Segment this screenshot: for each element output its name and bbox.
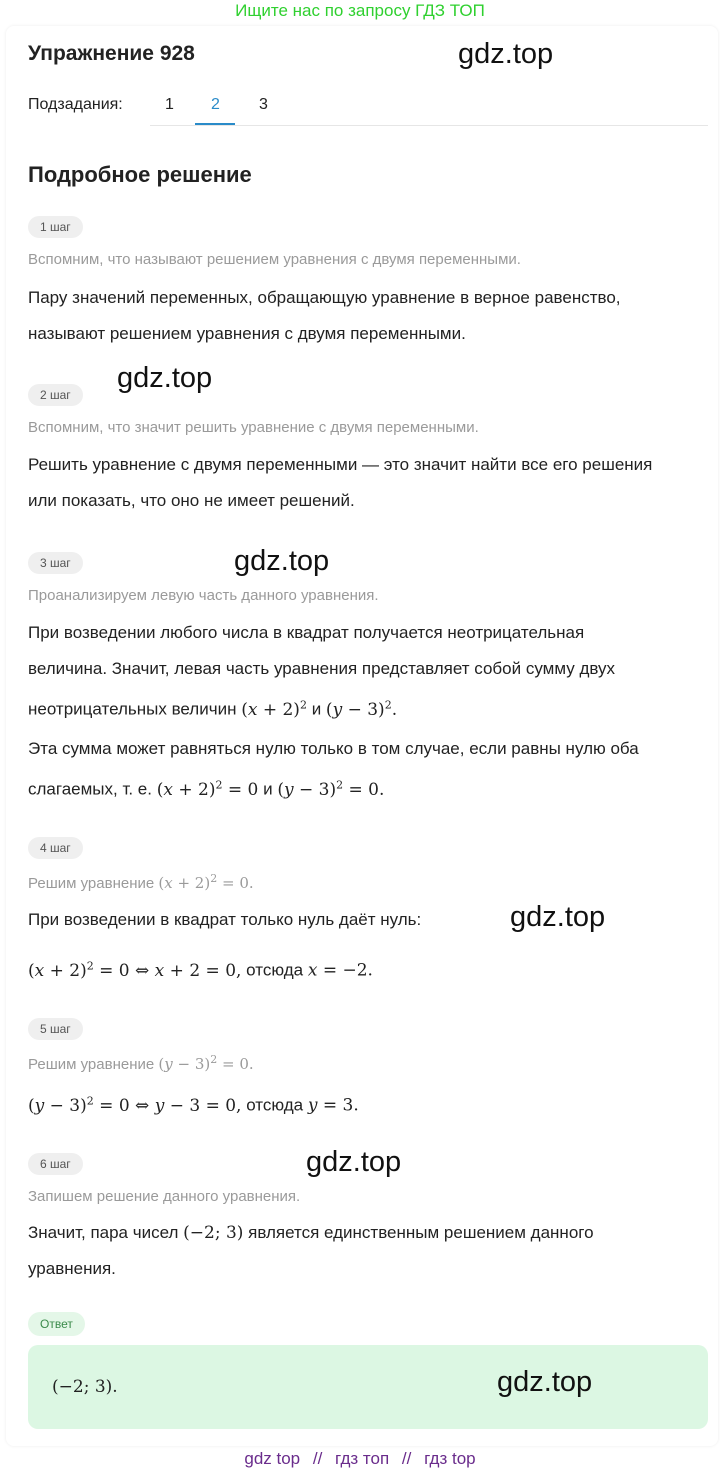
formula: $(y - 3)^2 = 0$. xyxy=(158,1053,254,1073)
formula: (−2; 3) xyxy=(183,1223,244,1243)
step-hint xyxy=(28,1053,254,1073)
step-formula-line xyxy=(28,1083,359,1124)
formula: (−2; 3). xyxy=(52,1377,118,1397)
step-text: При возведении в квадрат только нуль даёт нуль: xyxy=(28,910,422,929)
formula: $(x + 2)^2$ xyxy=(241,698,307,720)
watermark: gdz.top xyxy=(510,901,606,933)
step-text-line: Пару значений переменных, обращающую уравнение в верное равенство, xyxy=(28,288,621,307)
answer-badge: Ответ xyxy=(28,1312,85,1336)
text-fragment: отсюда xyxy=(246,960,304,980)
step-badge: 2 шаг xyxy=(28,384,83,406)
formula: $(x + 2)^2 = 0$ ⇔ x + 2 = 0, xyxy=(28,959,242,981)
text-fragment: является единственным решением данного xyxy=(248,1223,594,1242)
step-text xyxy=(28,615,615,728)
footer-links xyxy=(0,1449,720,1469)
step-hint xyxy=(28,872,254,892)
tab-subtask-2[interactable]: 2 xyxy=(211,96,220,113)
step-text xyxy=(28,280,621,352)
step-hint: Запишем решение данного уравнения. xyxy=(28,1188,301,1205)
step-badge: 5 шаг xyxy=(28,1018,83,1040)
exercise-title: Упражнение 928 xyxy=(28,42,195,65)
text-fragment: неотрицательных величин xyxy=(28,699,237,719)
step-text-line: или показать, что оно не имеет решений. xyxy=(28,491,355,510)
step-badge: 6 шаг xyxy=(28,1153,83,1175)
step-text-line xyxy=(28,1215,594,1251)
step-text xyxy=(28,731,639,808)
step-text xyxy=(28,447,652,519)
formula: $(x + 2)^2 = 0$. xyxy=(158,872,254,892)
footer-link[interactable]: гдз top xyxy=(424,1449,476,1468)
text-fragment: Решим уравнение xyxy=(28,875,155,892)
active-tab-indicator xyxy=(195,123,235,125)
step-text-line: При возведении любого числа в квадрат получается неотрицательная xyxy=(28,623,585,642)
step-hint: Вспомним, что называют решением уравнения с двумя переменными. xyxy=(28,251,521,268)
footer-link[interactable]: гдз топ xyxy=(335,1449,390,1468)
text-fragment: отсюда xyxy=(246,1095,304,1115)
step-text-line: называют решением уравнения с двумя переменными. xyxy=(28,324,466,343)
watermark: gdz.top xyxy=(234,545,330,577)
subtasks-label: Подзадания: xyxy=(28,96,123,113)
footer-link[interactable]: gdz top xyxy=(244,1449,301,1468)
top-banner: Ищите нас по запросу ГДЗ ТОП xyxy=(235,1,485,20)
watermark: gdz.top xyxy=(497,1366,593,1398)
step-text-line: уравнения. xyxy=(28,1259,116,1278)
step-badge: 4 шаг xyxy=(28,837,83,859)
step-badge: 3 шаг xyxy=(28,552,83,574)
step-text-line xyxy=(28,687,615,728)
formula: x = −2. xyxy=(307,960,373,981)
text-fragment: слагаемых, т. е. xyxy=(28,779,152,799)
section-heading: Подробное решение xyxy=(28,162,252,187)
step-text-line: величина. Значит, левая часть уравнения представляет собой сумму двух xyxy=(28,659,616,678)
step-text-line xyxy=(28,767,639,808)
formula: y = 3. xyxy=(307,1095,359,1116)
answer-formula xyxy=(52,1369,118,1405)
step-badge: 1 шаг xyxy=(28,216,83,238)
watermark: gdz.top xyxy=(458,38,554,70)
text-fragment: и xyxy=(311,699,322,719)
formula: $(y - 3)^2 = 0$. xyxy=(277,778,385,800)
tab-subtask-3[interactable]: 3 xyxy=(259,96,268,113)
step-hint: Проанализируем левую часть данного уравнения. xyxy=(28,587,379,604)
tabs-divider xyxy=(150,125,708,126)
footer-separator: // xyxy=(312,1449,323,1468)
text-fragment: Решим уравнение xyxy=(28,1056,155,1073)
answer-box xyxy=(28,1345,708,1429)
step-hint: Вспомним, что значит решить уравнение с двумя переменными. xyxy=(28,419,479,436)
formula: $(x + 2)^2 = 0$ xyxy=(156,778,259,800)
watermark: gdz.top xyxy=(306,1146,402,1178)
step-text xyxy=(28,1215,594,1287)
step-text-line: Эта сумма может равняться нулю только в том случае, если равны нулю оба xyxy=(28,739,639,758)
text-fragment: Значит, пара чисел xyxy=(28,1223,179,1242)
formula: $(y - 3)^2 = 0$ ⇔ y − 3 = 0, xyxy=(28,1094,242,1116)
step-formula-line xyxy=(28,948,373,989)
footer-separator: // xyxy=(401,1449,412,1468)
tab-subtask-1[interactable]: 1 xyxy=(165,96,174,113)
formula: $(y - 3)^2$. xyxy=(325,698,398,720)
text-fragment: и xyxy=(263,779,273,799)
watermark: gdz.top xyxy=(117,362,213,394)
step-text-line: Решить уравнение с двумя переменными — это значит найти все его решения xyxy=(28,455,653,474)
